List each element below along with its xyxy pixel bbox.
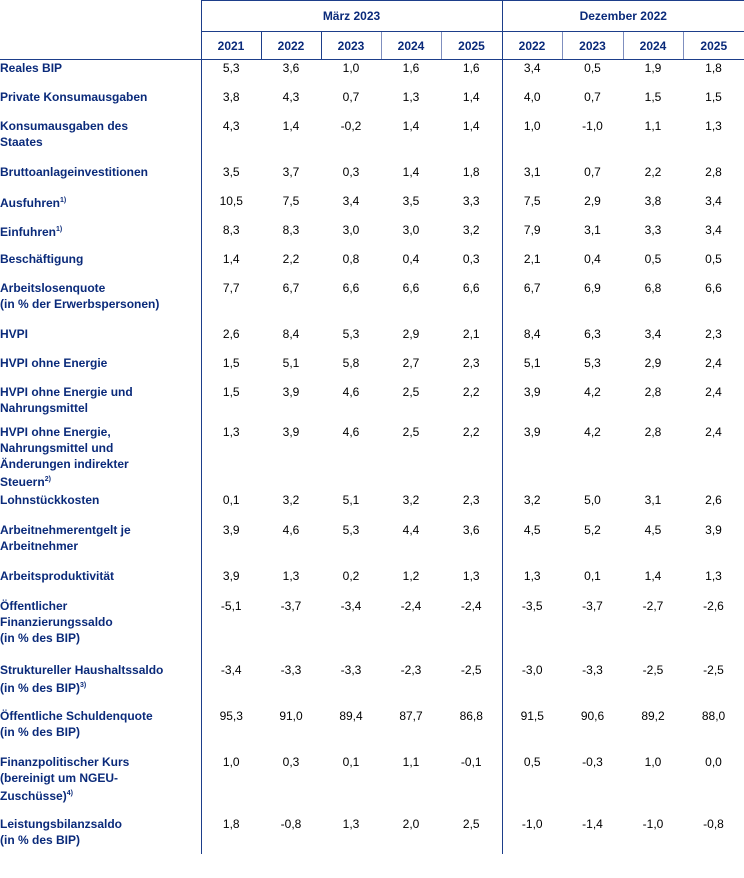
cell-march-2022: 3,9 — [282, 424, 300, 439]
cell-december-2024: -1,0 — [642, 816, 664, 831]
row-label-line: Einfuhren — [0, 224, 56, 239]
cell-march-2025: 2,1 — [462, 326, 480, 341]
cell-december-2025: 1,3 — [705, 568, 722, 583]
table-row — [0, 326, 744, 355]
table-row — [0, 568, 744, 598]
row-label — [0, 164, 201, 193]
row-label-line: Staates — [0, 134, 43, 149]
cell-march-2023: 4,6 — [342, 384, 360, 399]
cell-december-2025: 2,8 — [705, 164, 722, 179]
cell-december-2022: -1,0 — [502, 816, 562, 854]
cell-december-2023: -3,7 — [582, 598, 603, 613]
year-header-march-2023: 2023 — [321, 32, 381, 60]
cell-december-2022: 5,1 — [502, 355, 562, 384]
row-label-line: Öffentliche Schuldenquote — [0, 708, 153, 723]
cell-march-2023: 0,7 — [342, 89, 360, 104]
cell-december-2024: 2,8 — [644, 384, 662, 399]
row-label-line: (in % des BIP) — [0, 630, 81, 645]
cell-march-2022: 0,3 — [282, 754, 300, 769]
cell-march-2025: 2,2 — [462, 384, 480, 399]
cell-december-2025: 6,6 — [705, 280, 722, 295]
cell-march-2021: 3,9 — [201, 568, 261, 598]
table-row — [0, 384, 744, 424]
cell-march-2022: -3,7 — [280, 598, 302, 613]
cell-march-2021: 4,3 — [201, 118, 261, 164]
cell-march-2024: 2,0 — [402, 816, 420, 831]
cell-march-2022: 3,2 — [282, 492, 300, 507]
cell-december-2025: 1,8 — [705, 61, 722, 75]
cell-december-2025: 1,3 — [705, 118, 722, 133]
cell-march-2022: 3,9 — [282, 384, 300, 399]
cell-december-2023: -1,4 — [582, 816, 603, 831]
cell-march-2021: 2,6 — [201, 326, 261, 355]
cell-march-2025: 1,4 — [462, 118, 480, 133]
cell-march-2024: 2,9 — [402, 326, 420, 341]
row-label-line: Arbeitslosenquote — [0, 280, 106, 295]
cell-march-2022: 5,1 — [282, 355, 300, 370]
cell-march-2024: 1,1 — [402, 754, 420, 769]
cell-december-2024: 2,8 — [644, 424, 662, 439]
row-label-line: Öffentlicher — [0, 598, 68, 613]
cell-march-2024: 3,2 — [402, 492, 420, 507]
table-row — [0, 355, 744, 384]
cell-december-2023: 2,9 — [584, 193, 601, 208]
cell-march-2025: -0,1 — [460, 754, 482, 769]
cell-december-2023: 4,2 — [584, 424, 601, 439]
cell-march-2023: -3,4 — [340, 598, 362, 613]
cell-december-2024: 2,2 — [644, 164, 662, 179]
row-label — [0, 193, 201, 222]
cell-december-2023: 5,2 — [584, 522, 601, 537]
cell-march-2025: 86,8 — [459, 708, 483, 723]
cell-december-2022: -3,0 — [502, 662, 562, 708]
cell-march-2025: 2,3 — [462, 492, 480, 507]
row-label-line: Arbeitsproduktivität — [0, 568, 115, 583]
cell-december-2025: 3,4 — [705, 193, 722, 208]
row-label-line: Nahrungsmittel — [0, 400, 89, 415]
cell-march-2023: 5,3 — [342, 326, 360, 341]
row-label — [0, 598, 201, 662]
cell-december-2022: 7,5 — [502, 193, 562, 222]
row-label-line: (in % des BIP) — [0, 832, 81, 847]
row-label — [0, 60, 201, 89]
year-header-december-2023: 2023 — [562, 32, 623, 60]
cell-march-2021: 1,8 — [201, 816, 261, 854]
cell-march-2024: 2,5 — [402, 424, 420, 439]
cell-march-2024: 1,4 — [402, 118, 420, 133]
cell-december-2023: 0,7 — [584, 164, 601, 179]
cell-december-2025: 2,4 — [705, 355, 722, 370]
cell-march-2025: -2,5 — [460, 662, 482, 677]
cell-march-2024: 87,7 — [399, 708, 423, 723]
cell-december-2025: -2,5 — [703, 662, 724, 677]
cell-december-2024: 4,5 — [644, 522, 662, 537]
cell-march-2023: 5,1 — [342, 492, 360, 507]
table-row — [0, 598, 744, 662]
cell-march-2024: 2,5 — [402, 384, 420, 399]
row-label — [0, 816, 201, 854]
cell-march-2025: 1,4 — [462, 89, 480, 104]
row-label-line: (bereinigt um NGEU- — [0, 770, 119, 785]
cell-march-2024: 6,6 — [402, 280, 420, 295]
cell-december-2022: 3,1 — [502, 164, 562, 193]
cell-march-2021: 5,3 — [201, 60, 261, 89]
cell-march-2023: 3,4 — [342, 193, 360, 208]
cell-march-2024: 1,2 — [402, 568, 420, 583]
cell-march-2024: 0,4 — [402, 251, 420, 266]
cell-march-2023: 89,4 — [339, 708, 363, 723]
cell-march-2024: 1,4 — [402, 164, 420, 179]
cell-december-2022: 4,0 — [502, 89, 562, 118]
cell-december-2024: 2,9 — [644, 355, 662, 370]
cell-march-2021: 7,7 — [201, 280, 261, 326]
cell-december-2022: 0,5 — [502, 754, 562, 816]
cell-march-2021: 3,8 — [201, 89, 261, 118]
cell-march-2024: 3,5 — [402, 193, 420, 208]
group-header-row — [0, 1, 744, 32]
cell-march-2025: 1,3 — [462, 568, 480, 583]
cell-march-2022: 4,6 — [282, 522, 300, 537]
cell-december-2024: -2,7 — [642, 598, 664, 613]
table-row — [0, 193, 744, 222]
year-header-march-2024: 2024 — [381, 32, 441, 60]
cell-march-2022: 2,2 — [282, 251, 300, 266]
cell-march-2021: 1,3 — [201, 424, 261, 492]
cell-march-2021: 1,5 — [201, 384, 261, 424]
row-label — [0, 384, 201, 424]
header-corner-lower — [0, 32, 201, 60]
cell-december-2023: 5,3 — [584, 355, 601, 370]
cell-march-2022: 1,3 — [282, 568, 300, 583]
cell-december-2022: 7,9 — [502, 222, 562, 251]
row-label-line: Finanzierungssaldo — [0, 614, 113, 629]
footnote-marker: 2) — [44, 475, 51, 483]
row-label-line: (in % des BIP) — [0, 724, 81, 739]
row-label-line: (in % der Erwerbspersonen) — [0, 296, 160, 311]
cell-march-2022: 3,7 — [282, 164, 300, 179]
row-label-line: Private Konsumausgaben — [0, 89, 148, 104]
cell-december-2024: 3,8 — [644, 193, 662, 208]
row-label — [0, 118, 201, 164]
cell-december-2025: -0,8 — [703, 816, 724, 831]
cell-march-2023: 6,6 — [342, 280, 360, 295]
cell-december-2024: 3,3 — [644, 222, 662, 237]
table-row — [0, 662, 744, 708]
cell-december-2025: 88,0 — [701, 708, 726, 723]
cell-december-2022: 3,9 — [502, 384, 562, 424]
cell-december-2024: 1,5 — [644, 89, 662, 104]
footnote-marker: 4) — [66, 789, 73, 797]
cell-march-2021: 1,4 — [201, 251, 261, 280]
cell-december-2023: 4,2 — [584, 384, 601, 399]
cell-december-2025: 0,5 — [705, 251, 722, 266]
cell-december-2023: 0,7 — [584, 89, 601, 104]
table-row — [0, 708, 744, 754]
cell-december-2024: 3,1 — [644, 492, 662, 507]
cell-december-2022: 2,1 — [502, 251, 562, 280]
cell-december-2025: 3,4 — [705, 222, 722, 237]
row-label-line: Zuschüsse) — [0, 788, 67, 803]
cell-march-2021: 3,5 — [201, 164, 261, 193]
cell-december-2022: -3,5 — [502, 598, 562, 662]
cell-december-2024: 1,0 — [644, 754, 662, 769]
table-row — [0, 251, 744, 280]
table-row — [0, 492, 744, 522]
row-label — [0, 89, 201, 118]
cell-march-2025: 6,6 — [462, 280, 480, 295]
cell-march-2025: 0,3 — [462, 251, 480, 266]
header-corner — [0, 1, 201, 32]
cell-march-2021: 8,3 — [201, 222, 261, 251]
cell-december-2022: 3,4 — [502, 60, 562, 89]
cell-march-2025: 2,2 — [462, 424, 480, 439]
cell-march-2022: 8,3 — [282, 222, 300, 237]
table-row — [0, 60, 744, 89]
row-label-line: HVPI — [0, 326, 29, 341]
cell-march-2022: 1,4 — [282, 118, 300, 133]
cell-march-2025: 2,3 — [462, 355, 480, 370]
row-label-line: Arbeitnehmerentgelt je — [0, 522, 131, 537]
cell-march-2023: 5,8 — [342, 355, 360, 370]
row-label-line: Änderungen indirekter — [0, 456, 129, 471]
cell-december-2025: 3,9 — [705, 522, 722, 537]
cell-march-2022: -3,3 — [280, 662, 302, 677]
row-label-line: (in % des BIP) — [0, 680, 81, 695]
row-label-line: Nahrungsmittel und — [0, 440, 114, 455]
cell-march-2023: 0,2 — [342, 568, 360, 583]
cell-march-2024: 2,7 — [402, 355, 420, 370]
cell-march-2024: 4,4 — [402, 522, 420, 537]
row-label — [0, 568, 201, 598]
cell-december-2023: 6,9 — [584, 280, 601, 295]
cell-december-2024: 1,9 — [644, 61, 662, 75]
row-label-line: Lohnstückkosten — [0, 492, 100, 507]
row-label — [0, 754, 201, 816]
cell-december-2025: 2,6 — [705, 492, 722, 507]
cell-december-2022: 6,7 — [502, 280, 562, 326]
table-row — [0, 522, 744, 568]
row-label — [0, 492, 201, 522]
cell-march-2023: 0,3 — [342, 164, 360, 179]
cell-march-2023: -0,2 — [340, 118, 362, 133]
cell-december-2024: 89,2 — [641, 708, 665, 723]
cell-december-2023: 90,6 — [580, 708, 605, 723]
row-label — [0, 251, 201, 280]
table-body — [0, 60, 744, 854]
table-row — [0, 164, 744, 193]
cell-march-2021: -5,1 — [201, 598, 261, 662]
cell-december-2023: 0,5 — [584, 61, 601, 75]
table-row — [0, 424, 744, 492]
cell-march-2024: 3,0 — [402, 222, 420, 237]
cell-december-2025: 2,3 — [705, 326, 722, 341]
cell-december-2023: 3,1 — [584, 222, 601, 237]
cell-march-2025: 3,2 — [462, 222, 480, 237]
cell-december-2025: 1,5 — [705, 89, 722, 104]
cell-december-2024: 1,1 — [644, 118, 662, 133]
year-header-december-2025: 2025 — [683, 32, 744, 60]
cell-march-2023: 1,0 — [342, 61, 360, 75]
cell-december-2025: 2,4 — [705, 384, 722, 399]
cell-march-2025: 1,8 — [462, 164, 480, 179]
year-header-march-2022: 2022 — [261, 32, 321, 60]
cell-december-2023: 5,0 — [584, 492, 601, 507]
row-label-line: Arbeitnehmer — [0, 538, 79, 553]
cell-december-2024: 3,4 — [644, 326, 662, 341]
cell-march-2022: 3,6 — [282, 61, 300, 75]
cell-december-2025: 2,4 — [705, 424, 722, 439]
cell-december-2022: 1,0 — [502, 118, 562, 164]
cell-march-2021: 95,3 — [201, 708, 261, 754]
table-row — [0, 118, 744, 164]
cell-march-2021: -3,4 — [201, 662, 261, 708]
cell-december-2023: 0,4 — [584, 251, 601, 266]
cell-march-2021: 3,9 — [201, 522, 261, 568]
table-row — [0, 280, 744, 326]
table-row — [0, 816, 744, 854]
cell-december-2023: -1,0 — [582, 118, 603, 133]
year-header-december-2022: 2022 — [502, 32, 562, 60]
group-header-march: März 2023 — [201, 1, 502, 32]
cell-december-2022: 3,9 — [502, 424, 562, 492]
row-label-line: Leistungsbilanzsaldo — [0, 816, 123, 831]
table-row — [0, 222, 744, 251]
cell-march-2022: 8,4 — [282, 326, 300, 341]
cell-december-2023: 6,3 — [584, 326, 601, 341]
cell-march-2025: 3,6 — [462, 522, 480, 537]
cell-december-2023: -0,3 — [582, 754, 603, 769]
footnote-marker: 1) — [56, 225, 63, 233]
row-label-line: HVPI ohne Energie — [0, 355, 108, 370]
cell-december-2022: 3,2 — [502, 492, 562, 522]
group-header-december: Dezember 2022 — [502, 1, 744, 32]
row-label — [0, 355, 201, 384]
row-label — [0, 662, 201, 708]
cell-march-2023: -3,3 — [340, 662, 362, 677]
cell-march-2025: 2,5 — [462, 816, 480, 831]
cell-march-2024: 1,6 — [402, 61, 420, 75]
cell-december-2022: 4,5 — [502, 522, 562, 568]
row-label — [0, 280, 201, 326]
cell-march-2023: 5,3 — [342, 522, 360, 537]
cell-december-2022: 1,3 — [502, 568, 562, 598]
cell-december-2022: 8,4 — [502, 326, 562, 355]
row-label-line: Steuern — [0, 474, 45, 489]
cell-march-2021: 0,1 — [201, 492, 261, 522]
cell-december-2024: 1,4 — [644, 568, 662, 583]
cell-december-2025: 0,0 — [705, 754, 722, 769]
row-label — [0, 424, 201, 492]
row-label-line: Finanzpolitischer Kurs — [0, 754, 130, 769]
cell-march-2025: 1,6 — [462, 61, 480, 75]
row-label-line: HVPI ohne Energie, — [0, 424, 111, 439]
table-row — [0, 754, 744, 816]
cell-march-2021: 1,0 — [201, 754, 261, 816]
cell-march-2022: -0,8 — [280, 816, 302, 831]
row-label-line: Bruttoanlageinvestitionen — [0, 164, 149, 179]
cell-march-2023: 0,8 — [342, 251, 360, 266]
cell-march-2024: -2,3 — [400, 662, 422, 677]
cell-march-2024: 1,3 — [402, 89, 420, 104]
row-label — [0, 326, 201, 355]
cell-december-2024: 6,8 — [644, 280, 662, 295]
cell-december-2023: 0,1 — [584, 568, 601, 583]
year-header-march-2025: 2025 — [441, 32, 502, 60]
cell-march-2024: -2,4 — [400, 598, 422, 613]
cell-march-2022: 7,5 — [282, 193, 300, 208]
cell-december-2024: 0,5 — [644, 251, 662, 266]
row-label-line: HVPI ohne Energie und — [0, 384, 133, 399]
cell-march-2022: 6,7 — [282, 280, 300, 295]
cell-march-2021: 1,5 — [201, 355, 261, 384]
row-label — [0, 708, 201, 754]
cell-december-2023: -3,3 — [582, 662, 603, 677]
cell-march-2021: 10,5 — [201, 193, 261, 222]
row-label-line: Konsumausgaben des — [0, 118, 129, 133]
row-label-line: Struktureller Haushaltssaldo — [0, 662, 164, 677]
year-header-december-2024: 2024 — [623, 32, 683, 60]
cell-march-2025: 3,3 — [462, 193, 480, 208]
cell-december-2025: -2,6 — [703, 598, 724, 613]
cell-december-2024: -2,5 — [642, 662, 664, 677]
cell-december-2022: 91,5 — [502, 708, 562, 754]
year-header-row — [0, 32, 744, 60]
table-row — [0, 89, 744, 118]
cell-march-2023: 3,0 — [342, 222, 360, 237]
row-label-line: Ausfuhren — [0, 195, 60, 210]
cell-march-2025: -2,4 — [460, 598, 482, 613]
row-label — [0, 222, 201, 251]
cell-march-2022: 91,0 — [279, 708, 303, 723]
cell-march-2023: 0,1 — [342, 754, 360, 769]
cell-march-2022: 4,3 — [282, 89, 300, 104]
footnote-marker: 1) — [60, 196, 67, 204]
row-label-line: Beschäftigung — [0, 251, 84, 266]
cell-march-2023: 1,3 — [342, 816, 360, 831]
year-header-march-2021: 2021 — [201, 32, 261, 60]
row-label-line: Reales BIP — [0, 61, 63, 75]
cell-march-2023: 4,6 — [342, 424, 360, 439]
footnote-marker: 3) — [80, 681, 87, 689]
row-label — [0, 522, 201, 568]
